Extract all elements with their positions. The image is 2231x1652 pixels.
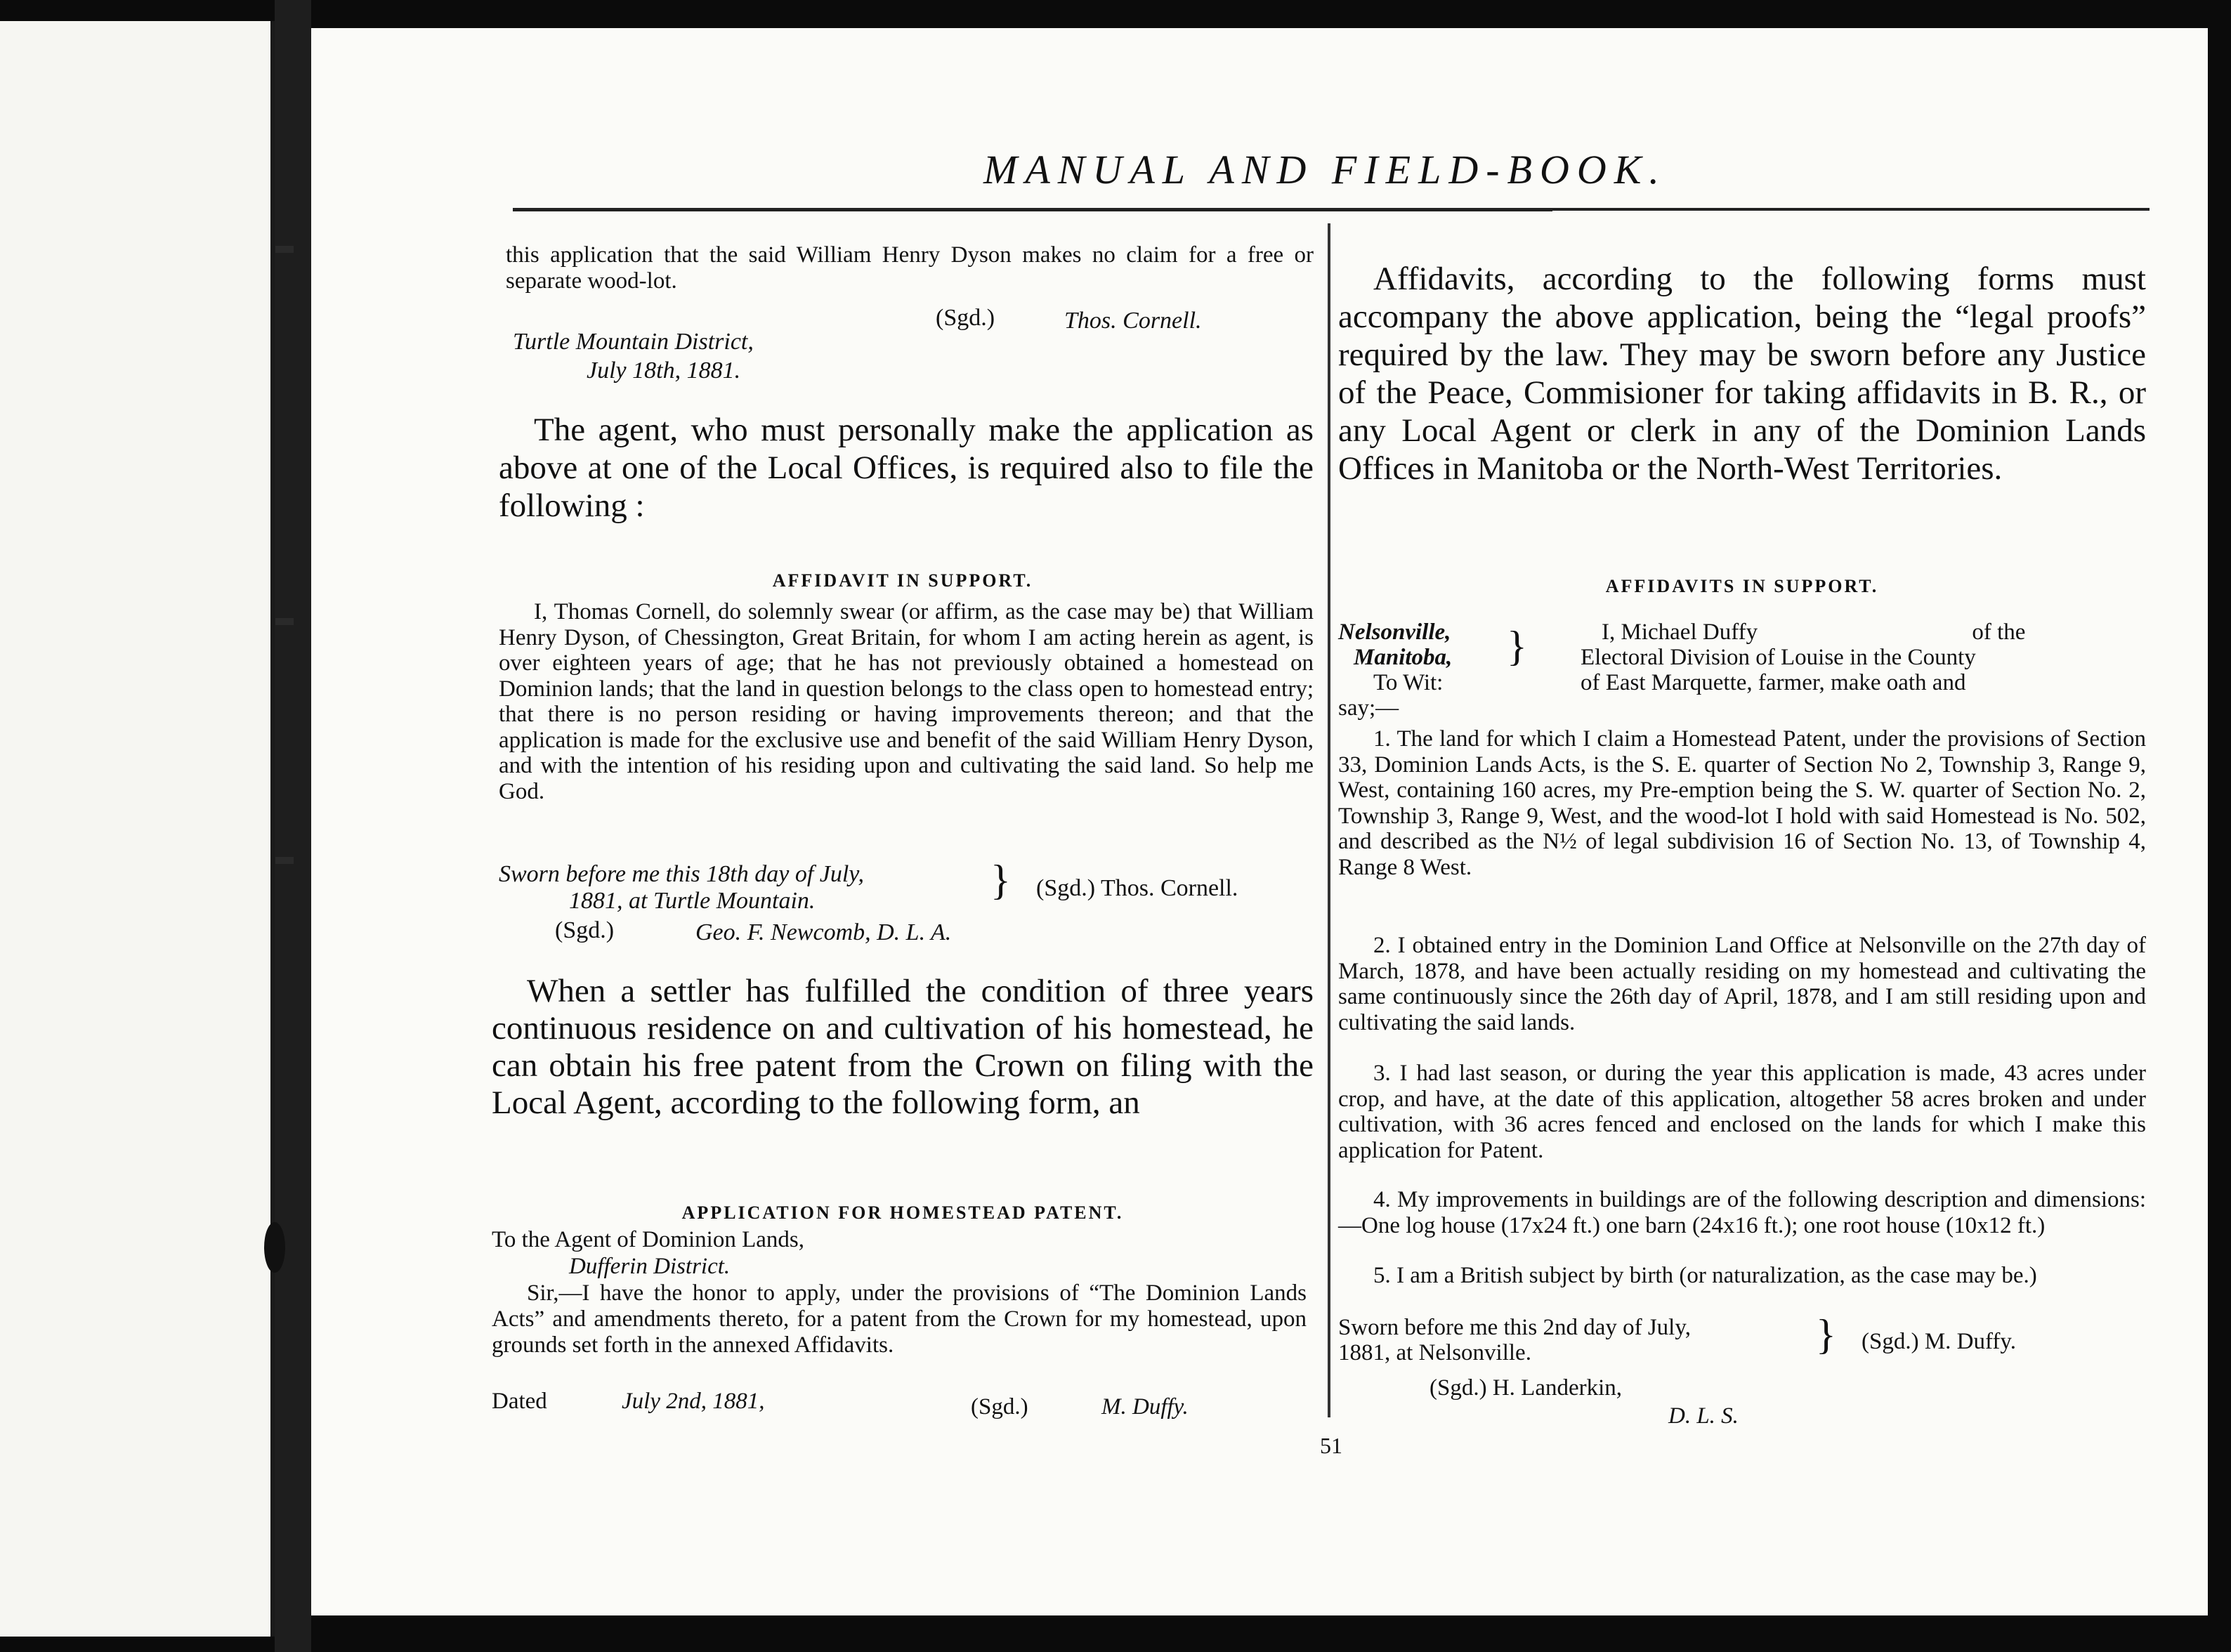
continued-paragraph: this application that the said William Henry Dyson makes no claim for a free or separate wood-lot.	[506, 242, 1314, 294]
witness-name: Geo. F. Newcomb, D. L. A.	[695, 919, 952, 945]
sworn-line-2: 1881, at Nelsonville.	[1338, 1340, 1531, 1365]
page-number: 51	[1320, 1433, 1342, 1458]
brace: }	[1816, 1311, 1836, 1358]
say-line: say;—	[1338, 695, 1399, 721]
dated-value: July 2nd, 1881,	[622, 1389, 765, 1414]
deponent-line-2: Electoral Division of Louise in the County	[1581, 645, 1976, 670]
clause-2: 2. I obtained entry in the Dominion Land Office at Nelsonville on the 27th day of March, 1878, and have been actually residing on my homestead and cultivating the same continuously since the 26th day of April, 1878, and I am still residing upon and cultivating the said lands.	[1338, 933, 2146, 1035]
venue-line-1: Nelsonville,	[1338, 620, 1451, 645]
running-head: MANUAL AND FIELD-BOOK.	[983, 147, 1667, 192]
district-line-2: Dufferin District.	[569, 1254, 731, 1279]
sworn-line-2: 1881, at Turtle Mountain.	[569, 888, 816, 914]
settler-paragraph: When a settler has fulfilled the condition of three years continuous residence on and cultivation of his homestead, he can obtain his free patent from the Crown on filing with the Local Agent, according to the following form, an	[492, 973, 1314, 1121]
header-rule-right	[864, 208, 2150, 211]
signature-name: Thos. Cornell.	[1064, 308, 1202, 334]
dated-sgd: (Sgd.)	[971, 1394, 1028, 1420]
sworn-signature: (Sgd.) Thos. Cornell.	[1036, 875, 1238, 901]
margin-mark	[275, 857, 294, 864]
deponent-line-3: of East Marquette, farmer, make oath and	[1581, 670, 1966, 695]
brace: }	[990, 857, 1011, 903]
sworn-signature: (Sgd.) M. Duffy.	[1862, 1329, 2016, 1354]
brace: }	[1507, 623, 1527, 669]
binding-hole	[264, 1222, 285, 1273]
witness-title: D. L. S.	[1668, 1403, 1739, 1429]
application-text: Sir,—I have the honor to apply, under the provisions of “The Dominion Lands Acts” and amendments thereto, for a patent from the Crown for my homestead, upon grounds set forth in the annexed Affidavits.	[492, 1280, 1307, 1358]
column-divider	[1328, 223, 1330, 1417]
dated-signer: M. Duffy.	[1101, 1394, 1189, 1420]
venue-line-2: Manitoba,	[1354, 645, 1453, 670]
deponent-line-1: I, Michael Duffy of the	[1602, 620, 2026, 645]
application-heading: APPLICATION FOR HOMESTEAD PATENT.	[681, 1202, 1124, 1223]
affidavits-heading: AFFIDAVITS IN SUPPORT.	[1605, 576, 1879, 596]
witness-name: (Sgd.) H. Landerkin,	[1429, 1375, 1623, 1401]
dated-label: Dated	[492, 1389, 547, 1414]
intro-paragraph: Affidavits, according to the following forms must accompany the above application, being the “legal proofs” required by the law. They may be sworn before any Justice of the Peace, Commisioner for taking affidavits in B. R., or any Local Agent or clerk in any of the Dominion Lands Offices in Manitoba or the North-West Territories.	[1338, 261, 2146, 487]
sworn-line-1: Sworn before me this 18th day of July,	[499, 861, 865, 887]
witness-sgd: (Sgd.)	[555, 917, 615, 943]
affidavit-text: I, Thomas Cornell, do solemnly swear (or affirm, as the case may be) that William Henry Dyson, of Chessington, Great Britain, for whom I am acting herein as agent, is over eighteen years of age; that he has not previously obtained a homestead on Dominion lands; that the land in question belongs to the class open to homestead entry; that there is no person residing or having improvements thereon; and that the application is made for the exclusive use and benefit of the said William Henry Dyson, and with the intention of his residing upon and cultivating the said land. So help me God.	[499, 599, 1314, 804]
date-line: July 18th, 1881.	[587, 358, 741, 383]
clause-3: 3. I had last season, or during the year this application is made, 43 acres under crop, and have, at the date of this application, altogether 58 acres broken and under cultivation, with 36 acres fenced and enclosed on the lands for which I make this application for Patent.	[1338, 1061, 2146, 1163]
margin-mark	[275, 618, 294, 625]
facing-page-edge	[0, 21, 275, 1637]
venue-line-3: To Wit:	[1373, 670, 1444, 695]
clause-4: 4. My improvements in buildings are of the following description and dimensions:—One log house (17x24 ft.) one barn (24x16 ft.); one root house (10x12 ft.)	[1338, 1187, 2146, 1238]
to-agent-line: To the Agent of Dominion Lands,	[492, 1227, 804, 1252]
clause-5: 5. I am a British subject by birth (or naturalization, as the case may be.)	[1373, 1263, 2037, 1288]
district-line: Turtle Mountain District,	[513, 329, 754, 355]
scan-border	[2208, 0, 2231, 1652]
sworn-line-1: Sworn before me this 2nd day of July,	[1338, 1315, 1691, 1340]
clause-1: 1. The land for which I claim a Homestead Patent, under the provisions of Section 33, Dominion Lands Acts, is the S. E. quarter of Section No 2, Township 3, Range 9, West, containing 160 acres, my Pre-emption being the S. W. quarter of Section No. 2, Township 3, Range 9, West, and the wood-lot I hold with said Homestead is No. 502, and described as the N½ of legal subdivision 16 of Section No. 13, of Township 4, Range 8 West.	[1338, 726, 2146, 880]
margin-mark	[275, 246, 294, 253]
signature-sgd: (Sgd.)	[936, 305, 995, 331]
agent-paragraph: The agent, who must personally make the application as above at one of the Local Offices, is required also to file the following :	[499, 412, 1314, 524]
affidavit-heading: AFFIDAVIT IN SUPPORT.	[772, 570, 1033, 591]
